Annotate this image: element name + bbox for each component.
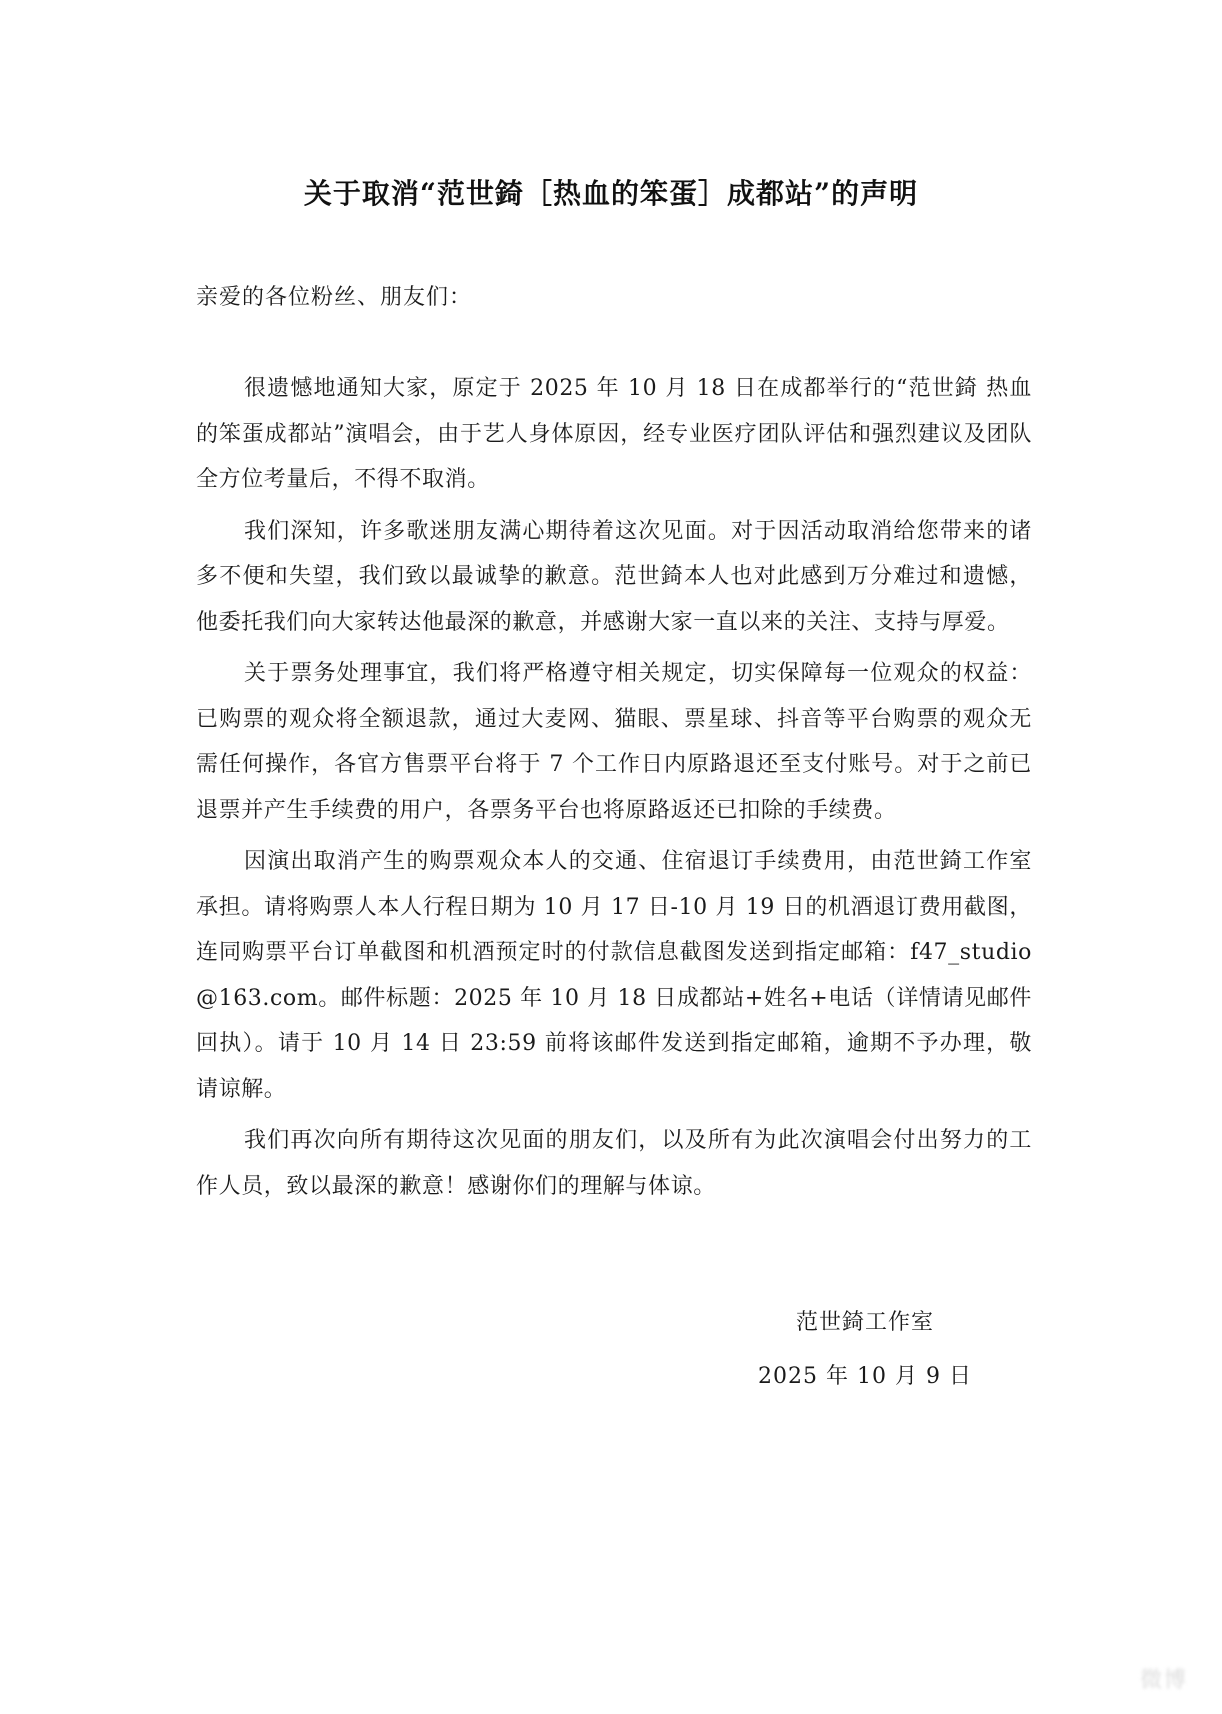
watermark: 微博 <box>1139 1668 1188 1693</box>
paragraph-apology: 我们深知，许多歌迷朋友满心期待着这次见面。对于因活动取消给您带来的诸多不便和失望，我们致以最诚挚的歉意。范世錡本人也对此感到万分难过和遗憾，他委托我们向大家转达他最深的歉意，并感谢大家一直以来的关注、支持与厚爱。 <box>196 518 1032 635</box>
paragraph-cancellation-notice: 很遗憾地通知大家，原定于 2025 年 10 月 18 日在成都举行的“范世錡 热血的笨蛋成都站”演唱会，由于艺人身体原因，经专业医疗团队评估和强烈建议及团队全方位考量后，不得不取消。 <box>196 376 1032 492</box>
signature-org: 范世錡工作室 <box>795 1310 934 1335</box>
document-title: 关于取消“范世錡［热血的笨蛋］成都站”的声明 <box>303 177 919 210</box>
paragraph-ticket-refund: 关于票务处理事宜，我们将严格遵守相关规定，切实保障每一位观众的权益：已购票的观众将全额退款，通过大麦网、猫眼、票星球、抖音等平台购票的观众无需任何操作，各官方售票平台将于 7 个工作日内原路退还至支付账号。对于之前已退票并产生手续费的用户，各票务平台也将原路返还已扣除的手续费。 <box>196 661 1032 823</box>
statement-body <box>196 366 1032 1215</box>
paragraph-travel-compensation: 因演出取消产生的购票观众本人的交通、住宿退订手续费用，由范世錡工作室承担。请将购票人本人行程日期为 10 月 17 日-10 月 19 日的机酒退订费用截图，连同购票平台订单截图和机酒预定时的付款信息截图发送到指定邮箱：f47_studio@163.com。邮件标题：2025 年 10 月 18 日成都站+姓名+电话（详情请见邮件回执）。请于 10 月 14 日 23:59 前将该邮件发送到指定邮箱，逾期不予办理，敬请谅解。 <box>196 849 1032 1102</box>
paragraph-closing: 我们再次向所有期待这次见面的朋友们，以及所有为此次演唱会付出努力的工作人员，致以最深的歉意！感谢你们的理解与体谅。 <box>196 1128 1032 1199</box>
signature-date: 2025 年 10 月 9 日 <box>758 1364 972 1389</box>
salutation: 亲爱的各位粉丝、朋友们： <box>196 285 473 310</box>
signature-block <box>755 1300 975 1400</box>
